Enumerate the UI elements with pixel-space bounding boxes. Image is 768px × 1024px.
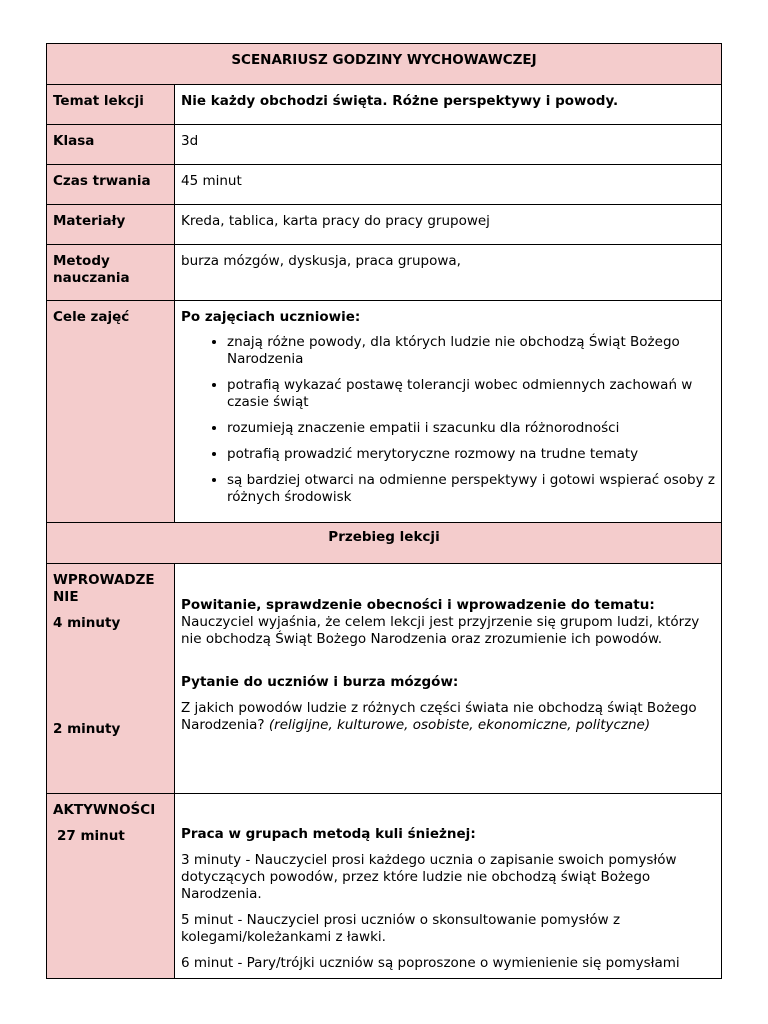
label-metody-line2: nauczania xyxy=(53,270,130,286)
label-cele: Cele zajęć xyxy=(47,301,175,523)
time-aktywnosci: 27 minut xyxy=(57,828,125,844)
wprowadzenie-question: Z jakich powodów ludzie z różnych części świata nie obchodzą świąt Bożego Narodzenia? xyxy=(181,700,697,733)
wprowadzenie-heading-1: Powitanie, sprawdzenie obecności i wprowadzenie do tematu: xyxy=(181,597,655,613)
wprowadzenie-text-2 xyxy=(181,700,715,734)
list-item: • potrafią wykazać postawę tolerancji wobec odmiennych zachowań w czasie świąt xyxy=(227,377,715,411)
value-wprowadzenie xyxy=(175,564,722,794)
time-wprowadzenie-1: 4 minuty xyxy=(53,615,121,631)
label-czas: Czas trwania xyxy=(47,165,175,205)
row-temat xyxy=(47,85,722,125)
list-item: • rozumieją znaczenie empatii i szacunku dla różnorodności xyxy=(227,420,715,437)
aktywnosci-step-1: 3 minuty - Nauczyciel prosi każdego ucznia o zapisanie swoich pomysłów dotyczących powodów, przez które ludzie nie obchodzą świąt Bożego Narodzenia. xyxy=(181,852,677,902)
section-title: Przebieg lekcji xyxy=(47,523,722,564)
wprowadzenie-examples: (religijne, kulturowe, osobiste, ekonomiczne, polityczne) xyxy=(268,717,651,733)
label-aktywnosci xyxy=(47,794,175,979)
value-temat: Nie każdy obchodzi święta. Różne perspektywy i powody. xyxy=(175,85,722,125)
label-metody-line1: Metody xyxy=(53,253,110,269)
label-temat: Temat lekcji xyxy=(47,85,175,125)
list-item: • znają różne powody, dla których ludzie nie obchodzą Świąt Bożego Narodzenia xyxy=(227,334,715,368)
lesson-plan-table xyxy=(46,43,722,979)
goals-list xyxy=(181,334,715,506)
title-row xyxy=(47,44,722,85)
aktywnosci-step-3: 6 minut - Pary/trójki uczniów są poproszone o wymienienie się pomysłami xyxy=(181,955,680,971)
aktywnosci-heading: Praca w grupach metodą kuli śnieżnej: xyxy=(181,826,476,842)
row-klasa xyxy=(47,125,722,165)
value-aktywnosci xyxy=(175,794,722,979)
value-czas: 45 minut xyxy=(175,165,722,205)
list-item: • potrafią prowadzić merytoryczne rozmowy na trudne tematy xyxy=(227,446,715,463)
value-metody: burza mózgów, dyskusja, praca grupowa, xyxy=(175,245,722,301)
label-wprowadzenie xyxy=(47,564,175,794)
value-cele xyxy=(175,301,722,523)
row-aktywnosci xyxy=(47,794,722,979)
label-wprowadzenie-line2: NIE xyxy=(53,589,79,605)
time-wprowadzenie-2: 2 minuty xyxy=(53,721,121,737)
row-cele xyxy=(47,301,722,523)
row-materialy xyxy=(47,205,722,245)
row-metody xyxy=(47,245,722,301)
wprowadzenie-text-1: Nauczyciel wyjaśnia, że celem lekcji jest przyjrzenie się grupom ludzi, którzy nie obchodzą Świąt Bożego Narodzenia oraz zrozumienie ich powodów. xyxy=(181,614,700,647)
list-item: • są bardziej otwarci na odmienne perspektywy i gotowi wspierać osoby z różnych środowisk xyxy=(227,472,715,506)
label-materialy: Materiały xyxy=(47,205,175,245)
row-wprowadzenie xyxy=(47,564,722,794)
label-wprowadzenie-line1: WPROWADZE xyxy=(53,572,155,588)
section-row xyxy=(47,523,722,564)
aktywnosci-step-2: 5 minut - Nauczyciel prosi uczniów o skonsultowanie pomysłów z kolegami/koleżankami z ławki. xyxy=(181,912,621,945)
value-klasa: 3d xyxy=(175,125,722,165)
wprowadzenie-heading-2: Pytanie do uczniów i burza mózgów: xyxy=(181,674,459,690)
value-materialy: Kreda, tablica, karta pracy do pracy grupowej xyxy=(175,205,722,245)
document-title: SCENARIUSZ GODZINY WYCHOWAWCZEJ xyxy=(47,44,722,85)
label-metody xyxy=(47,245,175,301)
cele-intro: Po zajęciach uczniowie: xyxy=(181,309,361,325)
label-klasa: Klasa xyxy=(47,125,175,165)
row-czas xyxy=(47,165,722,205)
label-aktywnosci-text: AKTYWNOŚCI xyxy=(53,802,156,818)
